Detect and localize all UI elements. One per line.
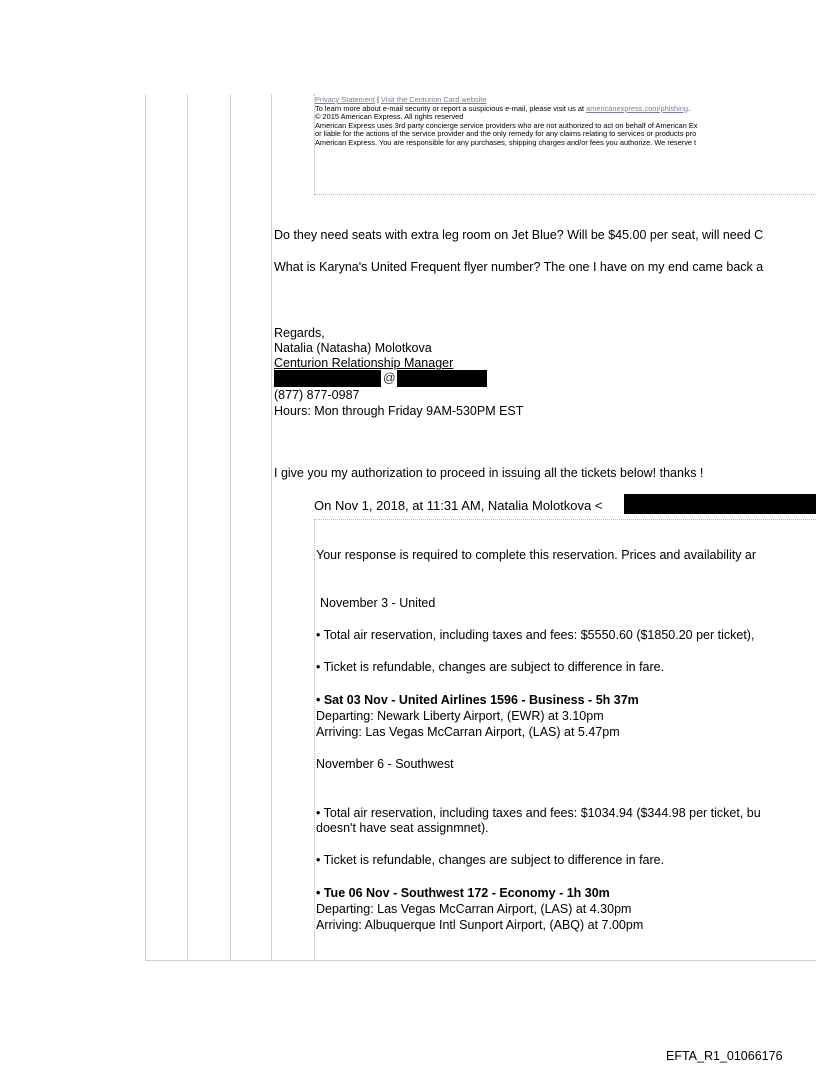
authorization-message: I give you my authorization to proceed in issuing all the tickets below! thanks ! — [274, 466, 704, 480]
centurion-card-link[interactable]: Visit the Centurion Card website — [381, 95, 487, 104]
signature-regards: Regards, — [274, 326, 325, 340]
leg1-heading: November 3 - United — [320, 596, 436, 610]
table-border-left — [145, 94, 146, 961]
leg2-total: • Total air reservation, including taxes and fees: $1034.94 ($344.98 per ticket, bu — [316, 806, 761, 820]
signature-name: Natalia (Natasha) Molotkova — [274, 341, 432, 355]
quoted-box-left — [314, 519, 315, 960]
quoted-box-top — [314, 519, 816, 520]
copyright-line: © 2015 American Express. All rights reserved — [315, 112, 464, 122]
disclaimer-line-2: or liable for the actions of the service provider and the only remedy for any claims relating to services or products pro — [315, 129, 697, 139]
leg2-heading: November 6 - Southwest — [316, 757, 454, 771]
leg2-total-continued: doesn't have seat assignmnet). — [316, 821, 489, 835]
table-border-bottom — [145, 960, 816, 961]
redaction-email-user — [274, 370, 381, 387]
signature-at-sign: @ — [383, 371, 396, 385]
reservation-intro: Your response is required to complete this reservation. Prices and availability ar — [316, 548, 757, 562]
bates-number: EFTA_R1_01066176 — [666, 1049, 783, 1063]
table-border-col-3 — [271, 94, 272, 961]
signature-title: Centurion Relationship Manager — [274, 356, 454, 370]
footer-box-bottom — [314, 194, 816, 195]
table-border-col-2 — [230, 94, 231, 961]
signature-hours: Hours: Mon through Friday 9AM-530PM EST — [274, 404, 524, 418]
link-separator: | — [377, 95, 379, 104]
leg2-refund: • Ticket is refundable, changes are subject to difference in fare. — [316, 853, 665, 867]
leg2-flight: • Tue 06 Nov - Southwest 172 - Economy - 1h 30m — [316, 886, 610, 900]
united-ff-question: What is Karyna's United Frequent flyer number? The one I have on my end came back a — [274, 260, 764, 274]
phishing-link[interactable]: americanexpress.com/phishing — [586, 103, 688, 113]
leg1-arriving: Arriving: Las Vegas McCarran Airport, (LAS) at 5.47pm — [316, 725, 620, 739]
signature-phone: (877) 877-0987 — [274, 388, 360, 402]
security-notice-text: To learn more about e-mail security or report a suspicious e-mail, please visit us at — [315, 103, 585, 113]
leg1-flight: • Sat 03 Nov - United Airlines 1596 - Business - 5h 37m — [316, 693, 639, 707]
disclaimer-line-1: American Express uses 3rd party concierge service providers who are not authorized to act on behalf of American Ex — [315, 120, 698, 130]
privacy-statement-link[interactable]: Privacy Statement — [315, 95, 375, 104]
redaction-sender-email — [624, 494, 816, 514]
table-border-col-1 — [187, 94, 188, 961]
redaction-email-domain — [397, 370, 487, 387]
leg2-departing: Departing: Las Vegas McCarran Airport, (LAS) at 4.30pm — [316, 902, 632, 916]
disclaimer-line-3: American Express. You are responsible for any purchases, shipping charges and/or fees you authorize. We reserve t — [315, 138, 697, 147]
security-notice-period: . — [688, 103, 691, 113]
leg1-total: • Total air reservation, including taxes and fees: $5550.60 ($1850.20 per ticket), — [316, 628, 755, 642]
leg1-refund: • Ticket is refundable, changes are subject to difference in fare. — [316, 660, 665, 674]
quoted-header: On Nov 1, 2018, at 11:31 AM, Natalia Molotkova < — [314, 498, 603, 513]
leg2-arriving: Arriving: Albuquerque Intl Sunport Airport, (ABQ) at 7.00pm — [316, 918, 644, 932]
jetblue-question: Do they need seats with extra leg room on Jet Blue? Will be $45.00 per seat, will need C — [274, 228, 764, 242]
leg1-departing: Departing: Newark Liberty Airport, (EWR) at 3.10pm — [316, 709, 604, 723]
